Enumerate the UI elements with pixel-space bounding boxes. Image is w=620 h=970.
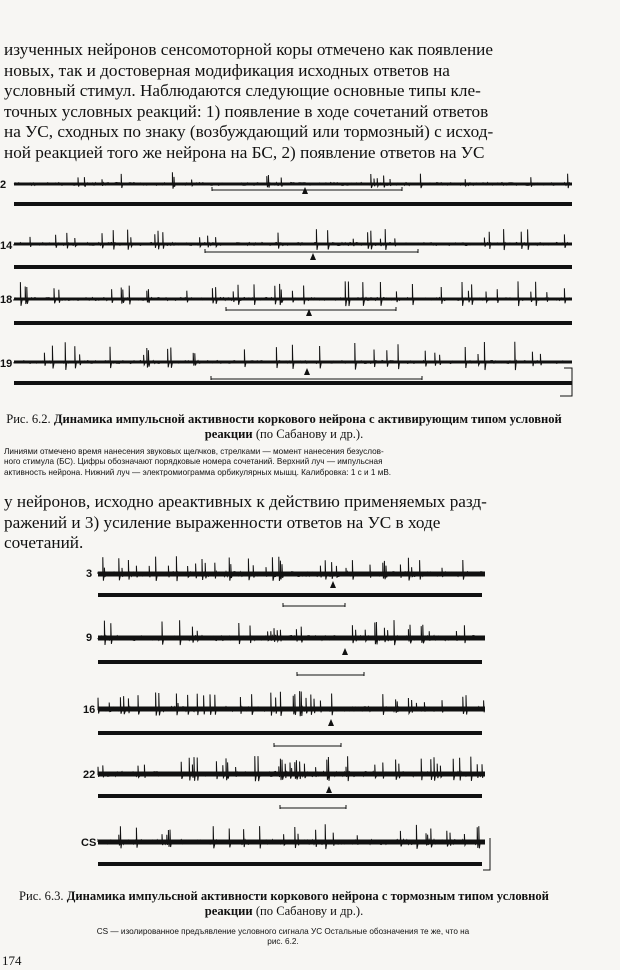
caption-title: Динамика импульсной активности коркового нейрона с активирующим типом условной реакции [53, 412, 562, 441]
trace-baseline [98, 636, 485, 641]
caption-prefix: Рис. 6.2. [6, 412, 51, 426]
note-line: активность нейрона. Нижний луч — электромиограмма орбикулярных мышц. Калибровка: 1 с и 1 мВ. [4, 467, 392, 477]
bs-arrow [330, 581, 336, 588]
trace-baseline [14, 361, 572, 364]
trace-label: 16 [83, 704, 96, 716]
note-line: рис. 6.2. [267, 937, 299, 947]
page-number: 174 [2, 953, 22, 968]
trace-label: 19 [0, 358, 13, 370]
emg-trace [98, 862, 482, 866]
spike-trace [98, 756, 484, 781]
spike-trace [98, 556, 484, 581]
spike-trace [14, 342, 571, 370]
trace-label: CS [81, 837, 97, 849]
spike-trace [14, 229, 571, 250]
emg-trace [14, 202, 572, 206]
trace-baseline [14, 243, 572, 246]
trace-label: 18 [0, 294, 13, 306]
trace-label: 9 [86, 632, 93, 644]
emg-trace [98, 593, 482, 597]
emg-trace [14, 265, 572, 269]
spike-trace [98, 620, 484, 645]
emg-trace [14, 381, 572, 385]
bs-arrow [328, 719, 334, 726]
emg-trace [14, 321, 572, 325]
emg-trace [98, 794, 482, 798]
body-paragraph-2 [4, 492, 556, 554]
caption-source: (по Сабанову и др.). [255, 427, 364, 441]
bs-arrow [304, 368, 310, 375]
figure-6-2-note [4, 447, 562, 478]
text-line: на УС, сходных по знаку (возбуждающий или тормозный) с исход- [4, 122, 494, 142]
caption-source: (по Сабанову и др.). [255, 904, 364, 918]
trace-baseline [98, 707, 485, 712]
spike-trace [98, 691, 484, 716]
text-line: ражений и 3) усиление выраженности ответов на УС в ходе [4, 512, 441, 532]
spike-trace [98, 824, 484, 849]
emg-trace [98, 660, 482, 664]
spike-trace [14, 172, 571, 188]
figure-6-2-traces [0, 0, 620, 410]
text-line: изученных нейронов сенсомоторной коры отмечено как появление [4, 40, 493, 59]
figure-6-2-caption [4, 412, 564, 442]
text-line: сочетаний. [4, 533, 84, 553]
trace-baseline [14, 183, 572, 186]
trace-baseline [98, 572, 485, 577]
trace-baseline [98, 772, 485, 777]
trace-label: 14 [0, 240, 13, 252]
bs-arrow [310, 253, 316, 260]
text-line: у нейронов, исходно ареактивных к действию применяемых разд- [4, 492, 487, 511]
note-line: ного стимула (БС). Цифры обозначают порядковые номера сочетаний. Верхний луч — импульсная [4, 457, 383, 467]
calibration-mark [483, 838, 490, 870]
trace-baseline [98, 840, 485, 845]
trace-label: 22 [83, 769, 96, 781]
spike-trace [14, 281, 571, 306]
text-line: новых, так и достоверная модификация исходных ответов на [4, 60, 450, 80]
caption-prefix: Рис. 6.3. [19, 889, 64, 903]
bs-arrow [326, 786, 332, 793]
bs-arrow [342, 648, 348, 655]
caption-title: Динамика импульсной активности коркового нейрона с тормозным типом условной реакции [66, 889, 549, 918]
emg-trace [98, 731, 482, 735]
text-line: ной реакцией того же нейрона на БС, 2) появление ответов на УС [4, 142, 485, 162]
text-line: условный стимул. Наблюдаются следующие основные типы кле- [4, 81, 481, 101]
note-line: CS — изолированное предъявление условного сигнала УС Остальные обозначения те же, что на [96, 927, 470, 936]
trace-baseline [14, 298, 572, 301]
figure-6-3-note [4, 927, 562, 948]
trace-label: 3 [86, 568, 93, 580]
figure-6-3-caption [4, 889, 564, 919]
trace-label: 2 [0, 179, 7, 191]
text-line: точных условных реакций: 1) появление в ходе сочетаний ответов [4, 101, 489, 121]
note-line: Линиями отмечено время нанесения звуковых щелчков, стрелками — момент нанесения безуслов- [4, 447, 384, 456]
